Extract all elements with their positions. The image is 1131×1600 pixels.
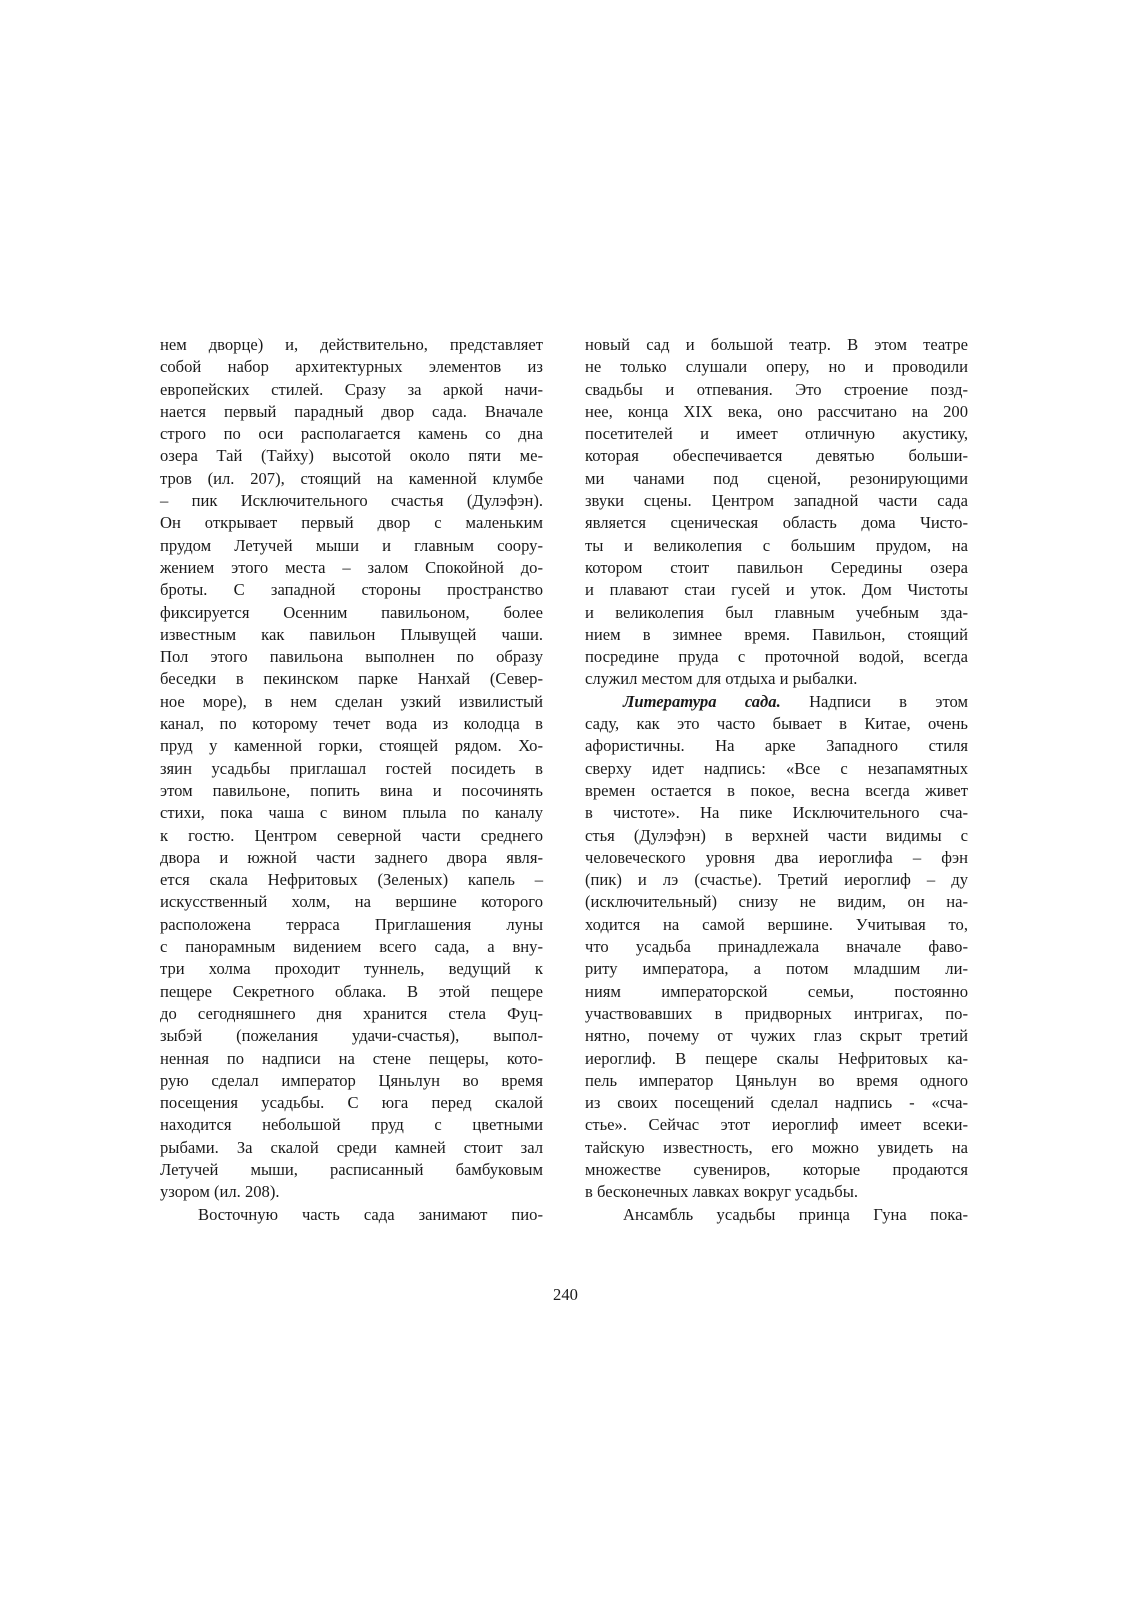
text-line: искусственный холм, на вершине которого [160, 892, 543, 912]
text-line: озера Тай (Тайху) высотой около пяти ме- [160, 446, 543, 466]
section-heading: Литература сада. [623, 691, 781, 711]
text-line: саду, как это часто бывает в Китае, очень [585, 714, 968, 734]
text-line: пещере Секретного облака. В этой пещере [160, 981, 543, 1001]
text-line: пель император Цяньлун во время одного [585, 1070, 968, 1090]
text-line: ми чанами под сценой, резонирующими [585, 468, 968, 488]
text-line: двора и южной части заднего двора явля- [160, 847, 543, 867]
page-number: 240 [553, 1285, 578, 1304]
text-line: нятно, почему от чужих глаз скрыт третий [585, 1026, 968, 1046]
text-line: собой набор архитектурных элементов из [160, 357, 543, 377]
text-line: Пол этого павильона выполнен по образу [160, 647, 543, 667]
text-line: ненная по надписи на стене пещеры, кото- [160, 1048, 543, 1068]
text-line: зыбэй (пожелания удачи-счастья), выпол- [160, 1026, 543, 1046]
text-line: ходится на самой вершине. Учитывая то, [585, 914, 968, 934]
text-line: посещения усадьбы. С юга перед скалой [160, 1093, 543, 1113]
text-line: ниям императорской семьи, постоянно [585, 981, 968, 1001]
text-line: расположена терраса Приглашения луны [160, 914, 543, 934]
text-line: Восточную часть сада занимают пио- [198, 1204, 543, 1224]
text-line: котором стоит павильон Середины озера [585, 557, 968, 577]
text-line: стихи, пока чаша с вином плыла по каналу [160, 803, 543, 823]
text-line: зяин усадьбы приглашал гостей посидеть в [160, 758, 543, 778]
text-line: находится небольшой пруд с цветными [160, 1115, 543, 1135]
text-fragment: Надписи в этом [809, 691, 968, 711]
text-line: афористичны. На арке Западного стиля [585, 736, 968, 756]
text-line: известным как павильон Плывущей чаши. [160, 624, 543, 644]
text-line: в бесконечных лавках вокруг усадьбы. [585, 1182, 859, 1202]
text-line: новый сад и большой театр. В этом театре [585, 335, 968, 354]
text-line: времен остается в покое, весна всегда живет [585, 780, 968, 800]
text-line: звуки сцены. Центром западной части сада [585, 491, 968, 511]
text-line: не только слушали оперу, но и проводили [585, 357, 968, 377]
text-line: и плавают стаи гусей и уток. Дом Чистоты [585, 580, 968, 600]
text-line: рую сделал император Цяньлун во время [160, 1070, 543, 1090]
text-line: является сценическая область дома Чисто- [585, 513, 968, 533]
text-line: нается первый парадный двор сада. Вначале [160, 401, 543, 421]
text-line: иероглиф. В пещере скалы Нефритовых ка- [585, 1048, 968, 1068]
section-line [585, 691, 968, 713]
text-line: нее, конца XIX века, оно рассчитано на 200 [585, 401, 968, 421]
text-line: Летучей мыши, расписанный бамбуковым [160, 1159, 543, 1179]
text-line: посредине пруда с проточной водой, всегда [585, 647, 968, 667]
text-line: (пик) и лэ (счастье). Третий иероглиф – ду [585, 870, 968, 890]
text-line: – пик Исключительного счастья (Дулэфэн). [160, 491, 543, 511]
text-line: жением этого места – залом Спокойной до- [160, 557, 543, 577]
text-line: к гостю. Центром северной части среднего [160, 825, 543, 845]
text-line: посетителей и имеет отличную акустику, [585, 424, 968, 444]
text-line: стье». Сейчас этот иероглиф имеет всеки- [585, 1115, 968, 1135]
text-line: человеческого уровня два иероглифа – фэн [585, 847, 968, 867]
text-line: этом павильоне, попить вина и посочинять [160, 780, 543, 800]
text-line: фиксируется Осенним павильоном, более [160, 602, 543, 622]
text-line: из своих посещений сделал надпись - «сча- [585, 1093, 968, 1113]
text-line: ное море), в нем сделан узкий извилистый [160, 691, 543, 711]
text-line: (исключительный) снизу не видим, он на- [585, 892, 968, 912]
text-line: сверху идет надпись: «Все с незапамятных [585, 758, 968, 778]
text-line: риту императора, а потом младшим ли- [585, 959, 968, 979]
text-line: узором (ил. 208). [160, 1182, 280, 1202]
text-line: строго по оси располагается камень со дна [160, 424, 543, 444]
text-line: что усадьба принадлежала вначале фаво- [585, 937, 968, 957]
text-line: множестве сувениров, которые продаются [585, 1159, 968, 1179]
text-line: служил местом для отдыха и рыбалки. [585, 669, 858, 689]
text-line: беседки в пекинском парке Нанхай (Север- [160, 669, 543, 689]
text-line: свадьбы и отпевания. Это строение позд- [585, 379, 968, 399]
text-line: до сегодняшнего дня хранится стела Фуц- [160, 1003, 543, 1023]
text-line: тайскую известность, его можно увидеть на [585, 1137, 968, 1157]
text-line: канал, по которому течет вода из колодца в [160, 714, 543, 734]
text-line: нием в зимнее время. Павильон, стоящий [585, 624, 968, 644]
text-line: в чистоте». На пике Исключительного сча- [585, 803, 968, 823]
text-line: броты. С западной стороны пространство [160, 580, 543, 600]
right-column [585, 334, 968, 1226]
text-line: и великолепия был главным учебным зда- [585, 602, 968, 622]
text-line: европейских стилей. Сразу за аркой начи- [160, 379, 543, 399]
text-line: с панорамным видением всего сада, а вну- [160, 937, 543, 957]
text-line: стья (Дулэфэн) в верхней части видимы с [585, 825, 968, 845]
text-line: Ансамбль усадьбы принца Гуна пока- [623, 1204, 968, 1224]
text-line: ется скала Нефритовых (Зеленых) капель – [160, 870, 543, 890]
text-line: которая обеспечивается девятью больши- [585, 446, 968, 466]
text-line: пруд у каменной горки, стоящей рядом. Хо- [160, 736, 543, 756]
text-line: тров (ил. 207), стоящий на каменной клумбе [160, 468, 543, 488]
text-line: три холма проходит туннель, ведущий к [160, 959, 543, 979]
text-line: нем дворце) и, действительно, представляет [160, 335, 543, 354]
text-line: ты и великолепия с большим прудом, на [585, 535, 968, 555]
text-line: прудом Летучей мыши и главным соору- [160, 535, 543, 555]
text-line: Он открывает первый двор с маленьким [160, 513, 543, 533]
left-column [160, 334, 543, 1226]
text-line: участвовавших в придворных интригах, по- [585, 1003, 968, 1023]
text-line: рыбами. За скалой среди камней стоит зал [160, 1137, 543, 1157]
